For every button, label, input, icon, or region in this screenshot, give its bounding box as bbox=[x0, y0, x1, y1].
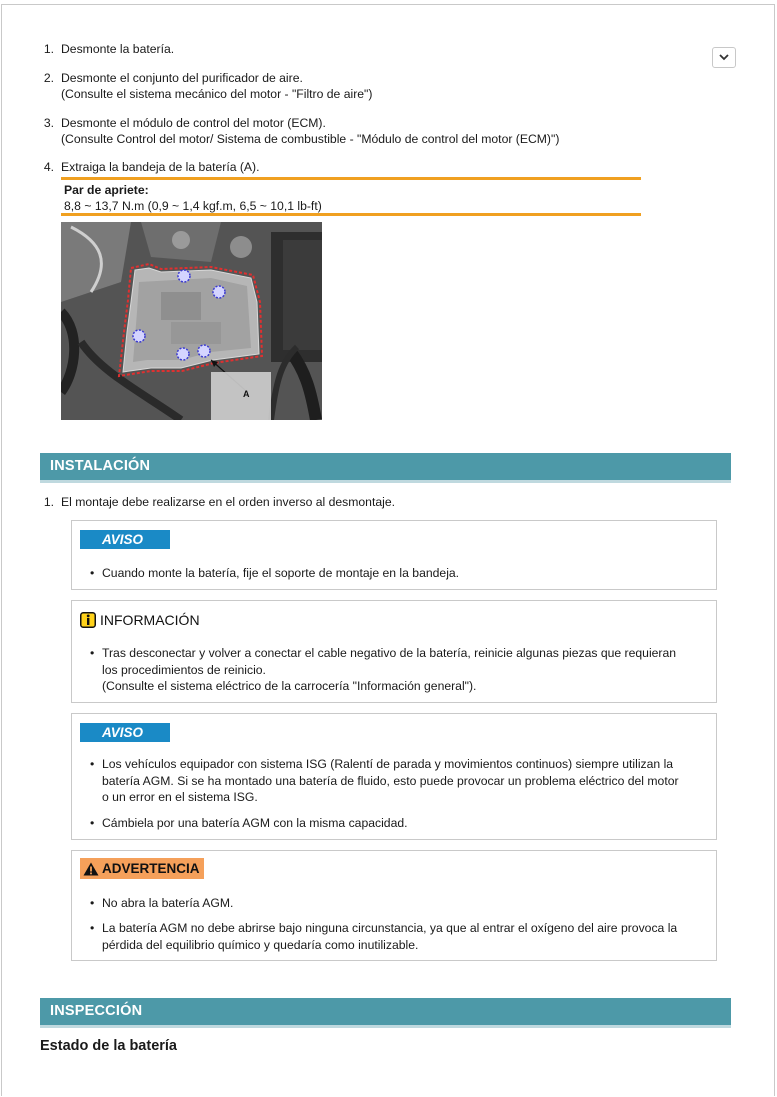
step-number: 3. bbox=[43, 116, 54, 130]
step-number: 1. bbox=[43, 42, 54, 56]
notice-advertencia: ADVERTENCIA • No abra la batería AGM. • La batería AGM no debe abrirse bajo ninguna circunstancia, ya que al entrar el oxígeno del aire provoca la pérdida del equilibrio químico y quedaría como inutilizable. bbox=[71, 850, 717, 961]
aviso-label: AVISO bbox=[80, 723, 170, 742]
advertencia-label: ADVERTENCIA bbox=[102, 861, 200, 876]
info-header bbox=[80, 610, 200, 630]
section-installation-header bbox=[40, 453, 731, 483]
notice-aviso-2: AVISO • Los vehículos equipador con sistema ISG (Ralentí de parada y movimientos continuos) siempre utilizan la batería AGM. Si se ha montado una batería de fluido, esto puede provocar un problema eléctrico del motor o un error en el sistema ISG. • Cámbiela por una batería AGM con la misma capacidad. bbox=[71, 713, 717, 840]
step-reference: (Consulte el sistema mecánico del motor - "Filtro de aire") bbox=[61, 87, 373, 101]
aviso-label: AVISO bbox=[80, 530, 170, 549]
notice-informacion: INFORMACIÓN • Tras desconectar y volver a conectar el cable negativo de la batería, reinicie algunas piezas que requieran los procedimientos de reinicio. (Consulte el sistema eléctrico de la carrocería "Información general"). bbox=[71, 600, 717, 703]
advertencia-header bbox=[80, 858, 204, 879]
step-text: Desmonte la batería. bbox=[61, 42, 175, 56]
step-number: 1. bbox=[43, 495, 54, 509]
collapse-toggle-button[interactable] bbox=[712, 47, 736, 68]
figure-callout-label: A bbox=[243, 389, 250, 399]
chevron-down-icon bbox=[719, 54, 729, 61]
battery-tray-photo bbox=[61, 222, 322, 420]
section-inspection-header bbox=[40, 998, 731, 1028]
step-text: Desmonte el conjunto del purificador de aire. bbox=[61, 71, 303, 85]
torque-spec bbox=[61, 177, 641, 216]
step-text: Desmonte el módulo de control del motor (ECM). bbox=[61, 116, 326, 130]
step-number: 4. bbox=[43, 160, 54, 174]
torque-value: 8,8 ~ 13,7 N.m (0,9 ~ 1,4 kgf.m, 6,5 ~ 10,1 lb-ft) bbox=[64, 199, 322, 213]
info-label: INFORMACIÓN bbox=[100, 612, 200, 628]
warning-triangle-icon bbox=[83, 862, 99, 876]
section-title: INSTALACIÓN bbox=[50, 458, 151, 474]
torque-heading: Par de apriete: bbox=[64, 183, 149, 197]
step-reference: (Consulte Control del motor/ Sistema de combustible - "Módulo de control del motor (ECM)") bbox=[61, 132, 560, 146]
info-icon bbox=[80, 612, 96, 628]
battery-condition-heading: Estado de la batería bbox=[40, 1038, 177, 1054]
notice-aviso-1: AVISO • Cuando monte la batería, fije el soporte de montaje en la bandeja. bbox=[71, 520, 717, 590]
step-text: El montaje debe realizarse en el orden inverso al desmontaje. bbox=[61, 495, 395, 509]
step-text: Extraiga la bandeja de la batería (A). bbox=[61, 160, 260, 174]
step-number: 2. bbox=[43, 71, 54, 85]
section-title: INSPECCIÓN bbox=[50, 1003, 143, 1019]
